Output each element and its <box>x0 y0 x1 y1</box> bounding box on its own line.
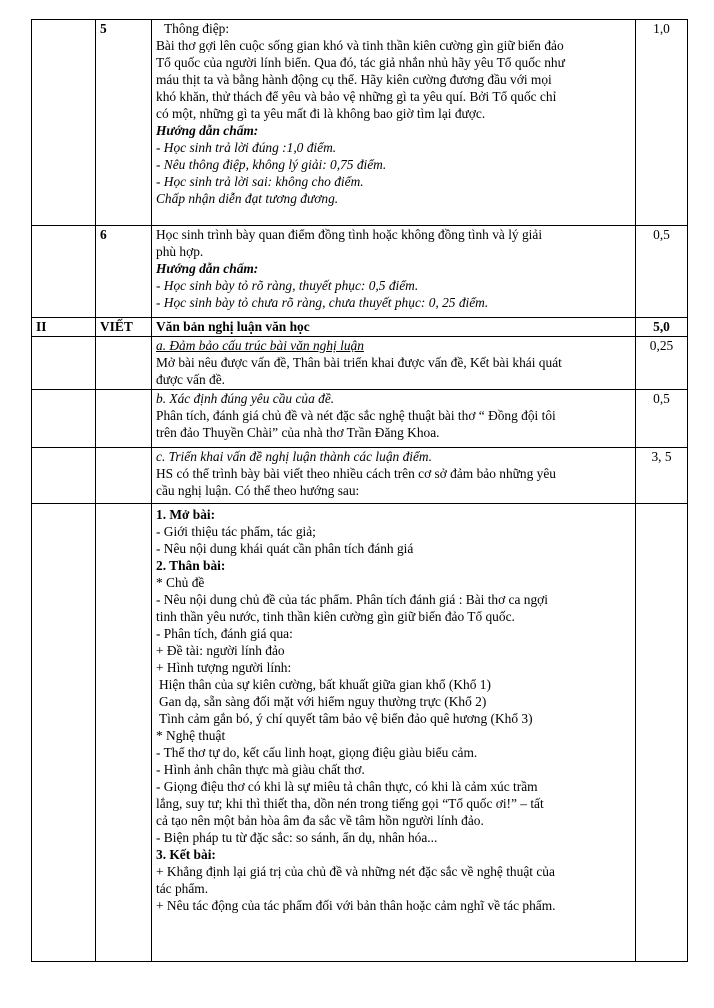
outline-line: + Hình tượng người lính: <box>156 660 292 675</box>
section-title: 2. Thân bài: <box>156 558 226 573</box>
outline-line: - Giọng điệu thơ có khi là sự miêu tả chân thực, có khi là cảm xúc trầm <box>156 779 538 794</box>
outline-line: + Nêu tác động của tác phẩm đối với bản thân hoặc cảm nghĩ về tác phẩm. <box>156 898 556 913</box>
answer-line: Thông điệp: <box>164 21 230 36</box>
outline-line: tinh thần yêu nước, tinh thần kiên cường gìn giữ biển đảo Tổ quốc. <box>156 609 515 624</box>
score-cell: 0,25 <box>636 337 688 390</box>
part-cell <box>32 20 96 226</box>
outline-line: - Thể thơ tự do, kết cấu linh hoạt, giọng điệu giàu biểu cảm. <box>156 745 478 760</box>
guide-line: Chấp nhận diễn đạt tương đương. <box>156 191 339 206</box>
outline-line: - Phân tích, đánh giá qua: <box>156 626 293 641</box>
guide-line: - Học sinh trả lời đúng :1,0 điểm. <box>156 140 337 155</box>
outline-line: + Đề tài: người lính đảo <box>156 643 285 658</box>
outline-line: Tình cảm gắn bó, ý chí quyết tâm bảo vệ biển đảo quê hương (Khổ 3) <box>159 711 533 726</box>
score-cell: 0,5 <box>636 226 688 318</box>
score-cell: 3, 5 <box>636 448 688 504</box>
outline-line: * Chủ đề <box>156 575 205 590</box>
answer-line: có một, những gì ta yêu mất đi là không bao giờ tìm lại được. <box>156 106 486 121</box>
guide-line: - Nêu thông điệp, không lý giải: 0,75 điểm. <box>156 157 387 172</box>
score-cell <box>636 504 688 962</box>
guide-line: - Học sinh trả lời sai: không cho điểm. <box>156 174 364 189</box>
outline-line: Gan dạ, sẵn sàng đối mặt với hiểm nguy thường trực (Khổ 2) <box>159 694 487 709</box>
criterion-cell <box>152 337 636 390</box>
score-cell: 1,0 <box>636 20 688 226</box>
outline-line: tác phẩm. <box>156 881 209 896</box>
answer-line: khó khăn, thử thách để yêu và bảo vệ những gì ta yêu quí. Bởi Tổ quốc chỉ <box>156 89 557 104</box>
part-cell <box>32 390 96 448</box>
criterion-line: Phân tích, đánh giá chủ đề và nét đặc sắc nghệ thuật bài thơ “ Đồng đội tôi <box>156 408 556 423</box>
question-number: 5 <box>96 20 152 226</box>
question-cell <box>96 337 152 390</box>
criterion-heading: c. Triển khai vấn đề nghị luận thành các luận điểm. <box>156 449 432 464</box>
criterion-line: được vấn đề. <box>156 372 225 387</box>
outline-line: Hiện thân của sự kiên cường, bất khuất giữa gian khổ (Khổ 1) <box>159 677 491 692</box>
row-question-6 <box>32 226 688 318</box>
part-title: Văn bản nghị luận văn học <box>152 318 636 337</box>
part-label: VIẾT <box>96 318 152 337</box>
part-cell <box>32 504 96 962</box>
section-title: 1. Mở bài: <box>156 507 216 522</box>
guide-title: Hướng dẫn chấm: <box>156 123 259 138</box>
answer-line: máu thịt ta và bằng hành động cụ thể. Hãy kiên cường đương đầu với mọi <box>156 72 552 87</box>
part-cell <box>32 337 96 390</box>
part-number: II <box>32 318 96 337</box>
outline-line: - Nêu nội dung chủ đề của tác phẩm. Phân tích đánh giá : Bài thơ ca ngợi <box>156 592 548 607</box>
row-question-5 <box>32 20 688 226</box>
guide-line: - Học sinh bày tỏ chưa rõ ràng, chưa thuyết phục: 0, 25 điểm. <box>156 295 489 310</box>
row-part-2-header <box>32 318 688 337</box>
section-title: 3. Kết bài: <box>156 847 216 862</box>
guide-title: Hướng dẫn chấm: <box>156 261 259 276</box>
score-cell: 0,5 <box>636 390 688 448</box>
part-cell <box>32 448 96 504</box>
row-criterion-b <box>32 390 688 448</box>
outline-line: - Biện pháp tu từ đặc sắc: so sánh, ẩn dụ, nhân hóa... <box>156 830 438 845</box>
criterion-cell <box>152 448 636 504</box>
answer-line: Học sinh trình bày quan điểm đồng tình hoặc không đồng tình và lý giải <box>156 227 543 242</box>
question-cell <box>96 504 152 962</box>
answer-line: phù hợp. <box>156 244 204 259</box>
answer-line: Tổ quốc của người lính biển. Qua đó, tác giả nhắn nhủ hãy yêu Tổ quốc như <box>156 55 565 70</box>
question-cell <box>96 390 152 448</box>
score-cell: 5,0 <box>636 318 688 337</box>
question-cell <box>96 448 152 504</box>
criterion-line: Mở bài nêu được vấn đề, Thân bài triển khai được vấn đề, Kết bài khái quát <box>156 355 562 370</box>
outline-line: - Hình ảnh chân thực mà giàu chất thơ. <box>156 762 365 777</box>
answer-line: Bài thơ gợi lên cuộc sống gian khó và tinh thần kiên cường gìn giữ biển đảo <box>156 38 564 53</box>
criterion-line: trên đảo Thuyền Chài” của nhà thơ Trần Đăng Khoa. <box>156 425 440 440</box>
answer-cell <box>152 226 636 318</box>
outline-line: + Khẳng định lại giá trị của chủ đề và những nét đặc sắc về nghệ thuật của <box>156 864 555 879</box>
outline-line: - Nêu nội dung khái quát cần phân tích đánh giá <box>156 541 414 556</box>
outline-line: - Giới thiệu tác phẩm, tác giả; <box>156 524 316 539</box>
part-cell <box>32 226 96 318</box>
criterion-cell <box>152 390 636 448</box>
criterion-line: cầu nghị luận. Có thể theo hướng sau: <box>156 483 360 498</box>
guide-line: - Học sinh bày tỏ rõ ràng, thuyết phục: 0,5 điểm. <box>156 278 419 293</box>
answer-cell <box>152 20 636 226</box>
row-criterion-c <box>32 448 688 504</box>
grading-table <box>31 19 688 962</box>
criterion-heading: b. Xác định đúng yêu cầu của đề. <box>156 391 335 406</box>
row-outline <box>32 504 688 962</box>
outline-cell <box>152 504 636 962</box>
criterion-line: HS có thể trình bày bài viết theo nhiều cách trên cơ sở đảm bảo những yêu <box>156 466 556 481</box>
question-number: 6 <box>96 226 152 318</box>
outline-line: lắng, suy tư; khi thì thiết tha, dồn nén trong tiếng gọi “Tổ quốc ơi!” – tất <box>156 796 544 811</box>
outline-line: * Nghệ thuật <box>156 728 226 743</box>
criterion-heading: a. Đảm bảo cấu trúc bài văn nghị luận <box>156 338 364 353</box>
outline-line: cả tạo nên một bản hòa âm đa sắc về tâm hồn người lính đảo. <box>156 813 484 828</box>
row-criterion-a <box>32 337 688 390</box>
